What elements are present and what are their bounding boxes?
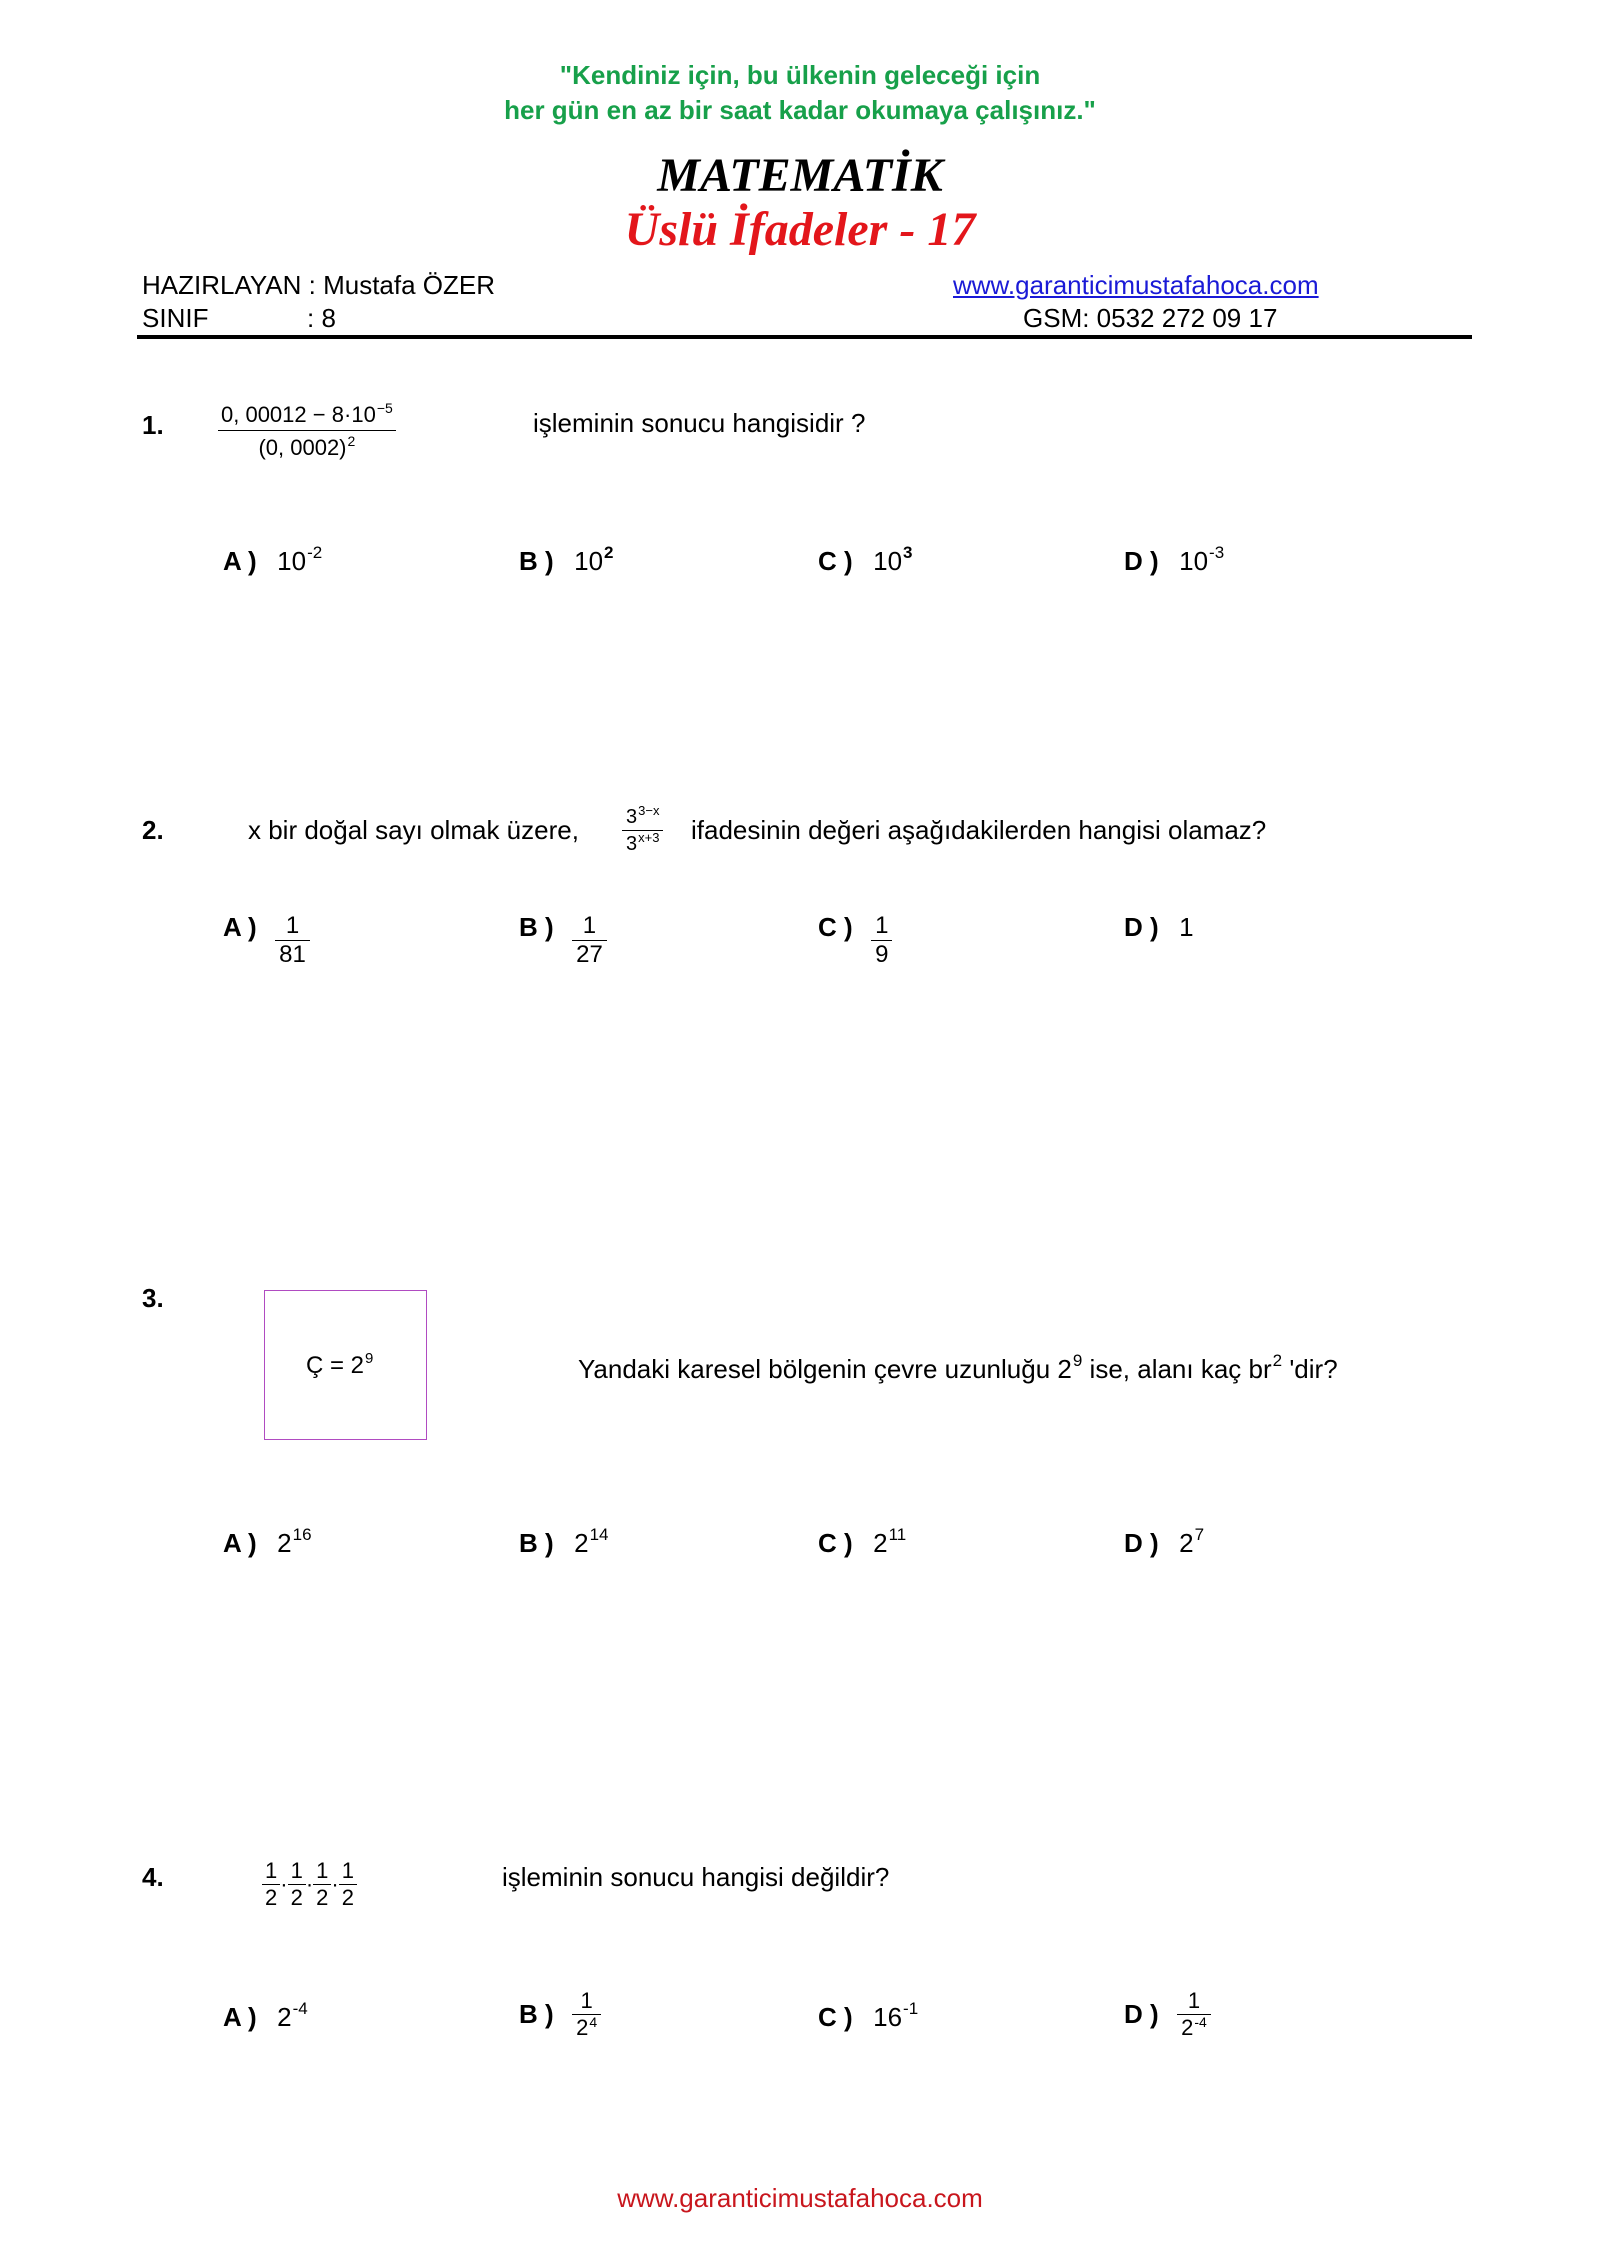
question-3-option-c[interactable]: C ) 211 xyxy=(818,1525,907,1558)
question-2-number: 2. xyxy=(142,815,164,845)
question-2-option-b[interactable]: B ) $\frac{1}{27}$ xyxy=(519,912,607,969)
subject-title: MATEMATİK xyxy=(657,149,943,202)
question-3-option-b[interactable]: B ) 214 xyxy=(519,1525,609,1558)
motivational-quote-line-1: "Kendiniz için, bu ülkenin geleceği için xyxy=(559,60,1041,90)
question-2-option-a[interactable]: A ) $\frac{1}{81}$ xyxy=(223,912,310,969)
question-4-option-a[interactable]: A ) 2-4 xyxy=(223,1999,308,2032)
class-label: SINIF xyxy=(142,303,209,333)
question-4-option-c[interactable]: C ) 16-1 xyxy=(818,1999,919,2032)
question-4-option-d[interactable]: D ) $\frac{1}{2^{-4}}$ xyxy=(1124,1988,1211,2041)
question-4-text: işleminin sonucu hangisi değildir? xyxy=(502,1862,890,1892)
question-2-fraction: $\frac{3^{3-x}}{3^{x+3}}$ xyxy=(622,806,663,856)
website-link[interactable]: www.garanticimustafahoca.com xyxy=(953,270,1319,300)
question-1-option-c[interactable]: C ) 103 xyxy=(818,543,913,576)
question-1-expression: $\frac{0, 00012 - 8\cdot 10^{-5}}{(0, 0002)^2}$ xyxy=(218,402,396,461)
question-3-option-d[interactable]: D ) 27 xyxy=(1124,1525,1205,1558)
header-divider xyxy=(137,335,1472,339)
class-value: : 8 xyxy=(307,303,336,333)
question-4-expression: $\frac{1}{2}$ · $\frac{1}{2}$ · $\frac{1}{2}$ · $\frac{1}{2}$ xyxy=(262,1858,357,1911)
author-label: HAZIRLAYAN : Mustafa ÖZER xyxy=(142,270,496,300)
question-2-option-c[interactable]: C ) $\frac{1}{9}$ xyxy=(818,912,892,969)
question-1-option-b[interactable]: B ) 102 xyxy=(519,543,614,576)
question-1-text: işleminin sonucu hangisidir ? xyxy=(533,408,866,438)
footer-website[interactable]: www.garanticimustafahoca.com xyxy=(617,2183,983,2213)
question-3-text: Yandaki karesel bölgenin çevre uzunluğu $2^9$ ise, alanı kaç $br^2$ 'dir? xyxy=(578,1351,1338,1384)
question-1-option-d[interactable]: D ) 10-3 xyxy=(1124,543,1225,576)
square-perimeter-label: Ç = $2^9$ xyxy=(306,1350,374,1379)
question-1-number: 1. xyxy=(142,410,164,440)
question-3-option-a[interactable]: A ) 216 xyxy=(223,1525,312,1558)
question-2-lead: x bir doğal sayı olmak üzere, xyxy=(248,815,579,845)
topic-title: Üslü İfadeler - 17 xyxy=(624,203,976,256)
question-4-option-b[interactable]: B ) $\frac{1}{2^4}$ xyxy=(519,1988,601,2041)
question-3-number: 3. xyxy=(142,1283,164,1313)
question-2-text: ifadesinin değeri aşağıdakilerden hangisi olamaz? xyxy=(691,815,1267,845)
question-4-number: 4. xyxy=(142,1862,164,1892)
question-1-option-a[interactable]: A ) 10-2 xyxy=(223,543,323,576)
phone-number: GSM: 0532 272 09 17 xyxy=(1023,303,1278,333)
motivational-quote-line-2: her gün en az bir saat kadar okumaya çalışınız." xyxy=(504,95,1096,125)
question-2-option-d[interactable]: D ) 1 xyxy=(1124,912,1194,942)
